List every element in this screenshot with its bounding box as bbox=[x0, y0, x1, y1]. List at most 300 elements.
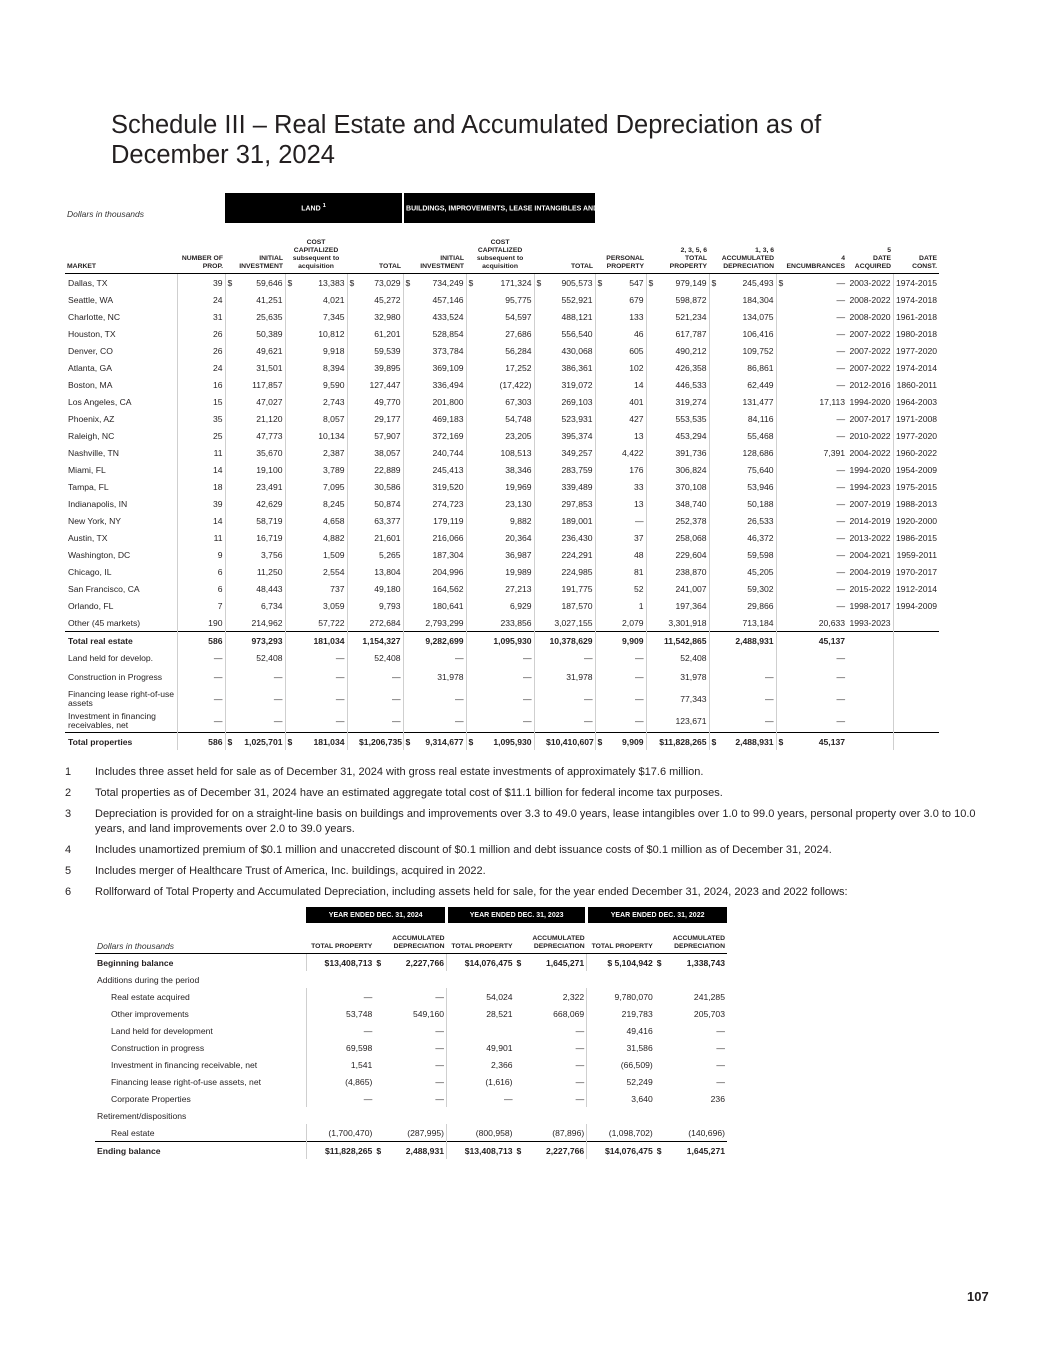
total-properties-row bbox=[65, 733, 1005, 751]
value-cell: (17,422) bbox=[499, 379, 532, 390]
value-cell: — bbox=[764, 693, 774, 704]
roll-total-property: — bbox=[306, 1022, 374, 1039]
value-cell: 240,744 bbox=[432, 447, 464, 458]
value-cell: — bbox=[454, 693, 464, 704]
roll-acc-dep: 1,645,271 bbox=[665, 1142, 727, 1160]
col-land-initial: INITIAL INVESTMENT bbox=[225, 223, 285, 274]
num-prop-cell: 26 bbox=[177, 342, 225, 359]
value-cell: — bbox=[836, 693, 846, 704]
date-const-cell bbox=[893, 710, 939, 733]
value-cell: 30,586 bbox=[374, 481, 401, 492]
num-prop-cell: 7 bbox=[177, 597, 225, 614]
value-cell: 319,520 bbox=[432, 481, 464, 492]
roll-row bbox=[95, 1005, 727, 1022]
value-cell: 35,670 bbox=[256, 447, 283, 458]
dollar-sign: $ bbox=[655, 1142, 665, 1160]
table-row bbox=[65, 580, 1005, 597]
col-date-acquired: 5 DATE ACQUIRED bbox=[847, 223, 893, 274]
roll-col-tp: TOTAL PROPERTY bbox=[587, 923, 655, 954]
value-cell: 86,861 bbox=[747, 362, 774, 373]
roll-label: Retirement/dispositions bbox=[97, 1110, 187, 1121]
table-row bbox=[65, 342, 1005, 359]
value-cell: 3,301,918 bbox=[668, 617, 707, 628]
date-const-cell: 1960-2022 bbox=[893, 444, 939, 461]
market-cell: Indianapolis, IN bbox=[68, 498, 128, 509]
value-cell: 17,113 bbox=[819, 396, 846, 407]
roll-acc-dep: — bbox=[435, 1042, 445, 1053]
roll-acc-dep: — bbox=[575, 1076, 585, 1087]
value-cell: 369,109 bbox=[432, 362, 464, 373]
value-cell: 269,103 bbox=[561, 396, 593, 407]
value-cell: 1,095,930 bbox=[476, 733, 534, 751]
num-prop-cell: 11 bbox=[177, 529, 225, 546]
date-acquired-cell: 2007-2017 bbox=[849, 413, 891, 424]
value-cell: 57,907 bbox=[374, 430, 401, 441]
value-cell: — bbox=[391, 671, 401, 682]
value-cell: 2,743 bbox=[323, 396, 345, 407]
value-cell: 31,978 bbox=[680, 671, 707, 682]
date-acquired-cell bbox=[847, 710, 893, 733]
col-bldg-cost-cap: COST CAPITALIZED subsequent to acquisition bbox=[466, 223, 534, 274]
value-cell: — bbox=[583, 715, 593, 726]
num-prop-cell: 6 bbox=[177, 563, 225, 580]
date-const-cell: 1975-2015 bbox=[893, 478, 939, 495]
date-acquired-cell: 2010-2022 bbox=[849, 430, 891, 441]
date-const-cell: 1970-2017 bbox=[893, 563, 939, 580]
dollar-sign: $ bbox=[374, 1142, 384, 1160]
footnote-text: Total properties as of December 31, 2024 have an estimated aggregate total cost of $11.1 billion for federal income tax purposes. bbox=[95, 787, 723, 799]
value-cell: 50,874 bbox=[374, 498, 401, 509]
date-const-cell: 1980-2018 bbox=[893, 325, 939, 342]
value-cell: 95,775 bbox=[505, 294, 532, 305]
num-prop-cell: 190 bbox=[177, 614, 225, 632]
value-cell: — bbox=[836, 277, 846, 288]
table-row bbox=[65, 495, 1005, 512]
date-acquired-cell bbox=[847, 649, 893, 666]
value-cell: 81 bbox=[633, 566, 644, 577]
roll-total-property: 49,901 bbox=[447, 1039, 515, 1056]
market-cell: Tampa, FL bbox=[68, 481, 109, 492]
dollar-sign: $ bbox=[515, 1142, 525, 1160]
roll-acc-dep: — bbox=[575, 1025, 585, 1036]
roll-section-row bbox=[95, 1107, 727, 1124]
value-cell: — bbox=[583, 652, 593, 663]
value-cell: 29,866 bbox=[747, 600, 774, 611]
value-cell: 187,304 bbox=[432, 549, 464, 560]
dollar-sign: $ bbox=[516, 957, 522, 968]
value-cell: 224,291 bbox=[561, 549, 593, 560]
value-cell: 11,250 bbox=[256, 566, 283, 577]
value-cell: 372,169 bbox=[432, 430, 464, 441]
value-cell: 109,752 bbox=[742, 345, 774, 356]
roll-acc-dep: 668,069 bbox=[553, 1008, 585, 1019]
value-cell: 47,027 bbox=[256, 396, 283, 407]
land-group-header: LAND $^1$ bbox=[225, 193, 403, 223]
market-cell: Boston, MA bbox=[68, 379, 113, 390]
value-cell: 33 bbox=[633, 481, 644, 492]
value-cell: 233,856 bbox=[500, 617, 532, 628]
roll-col-ad: ACCUMULATED DEPRECIATION bbox=[374, 923, 446, 954]
date-const-cell: 1974-2018 bbox=[893, 291, 939, 308]
value-cell: 131,477 bbox=[742, 396, 774, 407]
num-prop-cell: 15 bbox=[177, 393, 225, 410]
schedule-table bbox=[65, 193, 1005, 750]
date-const-cell: 1977-2020 bbox=[893, 427, 939, 444]
dollar-sign: $ bbox=[225, 733, 235, 751]
date-acquired-cell: 1993-2023 bbox=[849, 617, 891, 628]
value-cell: — bbox=[836, 413, 846, 424]
date-const-cell: 1912-2014 bbox=[893, 580, 939, 597]
dollar-sign: $ bbox=[776, 274, 786, 292]
roll-total-property: (1,098,702) bbox=[587, 1124, 655, 1142]
value-cell: 17,252 bbox=[505, 362, 532, 373]
roll-acc-dep: — bbox=[435, 1059, 445, 1070]
roll-label: Financing lease right-of-use assets, net bbox=[111, 1076, 261, 1087]
footnote-number: 6 bbox=[65, 886, 72, 898]
roll-total-property: (1,700,470) bbox=[306, 1124, 374, 1142]
value-cell: 7,391 bbox=[823, 447, 846, 458]
value-cell: — bbox=[836, 294, 846, 305]
value-cell: 42,629 bbox=[256, 498, 283, 509]
value-cell: — bbox=[836, 566, 846, 577]
date-const-cell: 1986-2015 bbox=[893, 529, 939, 546]
value-cell: 58,719 bbox=[256, 515, 283, 526]
num-prop-cell: 31 bbox=[177, 308, 225, 325]
value-cell: 52 bbox=[633, 583, 644, 594]
value-cell: 52,408 bbox=[256, 652, 283, 663]
value-cell: 373,784 bbox=[432, 345, 464, 356]
market-cell: Land held for develop. bbox=[68, 652, 154, 663]
value-cell: — bbox=[836, 345, 846, 356]
market-cell: Chicago, IL bbox=[68, 566, 112, 577]
value-cell: 23,491 bbox=[256, 481, 283, 492]
value-cell: 63,377 bbox=[374, 515, 401, 526]
dollar-sign: $ bbox=[709, 274, 719, 292]
value-cell bbox=[719, 649, 776, 666]
value-cell: 370,108 bbox=[675, 481, 707, 492]
roll-acc-dep: (87,896) bbox=[552, 1127, 585, 1138]
value-cell: 50,188 bbox=[747, 498, 774, 509]
value-cell: 979,149 bbox=[675, 277, 707, 288]
date-acquired-cell: 2008-2022 bbox=[849, 294, 891, 305]
value-cell: 457,146 bbox=[432, 294, 464, 305]
value-cell: — bbox=[634, 652, 644, 663]
roll-col-tp: TOTAL PROPERTY bbox=[447, 923, 515, 954]
roll-total-property: 69,598 bbox=[306, 1039, 374, 1056]
value-cell: 59,646 bbox=[256, 277, 283, 288]
market-cell: Houston, TX bbox=[68, 328, 116, 339]
roll-total-property: $13,408,713 bbox=[306, 954, 374, 972]
market-cell: Construction in Progress bbox=[68, 671, 163, 682]
value-cell: 54,748 bbox=[505, 413, 532, 424]
value-cell: 241,007 bbox=[675, 583, 707, 594]
page-title: Schedule III – Real Estate and Accumulated Depreciation as of December 31, 2024 bbox=[111, 111, 822, 169]
date-const-cell bbox=[893, 632, 939, 650]
roll-label: Land held for development bbox=[111, 1025, 213, 1036]
market-cell: Denver, CO bbox=[68, 345, 113, 356]
date-const-cell: 1988-2013 bbox=[893, 495, 939, 512]
value-cell: 395,374 bbox=[561, 430, 593, 441]
value-cell: — bbox=[335, 715, 345, 726]
value-cell: 2,793,299 bbox=[425, 617, 464, 628]
value-cell: 713,184 bbox=[742, 617, 774, 628]
value-cell: 3,756 bbox=[261, 549, 283, 560]
col-acc-dep: 1, 3, 6 ACCUMULATED DEPRECIATION bbox=[709, 223, 776, 274]
value-cell: 734,249 bbox=[432, 277, 464, 288]
value-cell: 3,027,155 bbox=[554, 617, 593, 628]
value-cell: 1,509 bbox=[323, 549, 345, 560]
footnote-number: 2 bbox=[65, 787, 72, 799]
value-cell: — bbox=[764, 715, 774, 726]
table-row bbox=[65, 461, 1005, 478]
dollar-sign: $ bbox=[285, 733, 295, 751]
value-cell: — bbox=[634, 515, 644, 526]
value-cell: 339,489 bbox=[561, 481, 593, 492]
value-cell: 102 bbox=[629, 362, 644, 373]
value-cell: 13,804 bbox=[374, 566, 401, 577]
market-cell: Total properties bbox=[65, 733, 177, 751]
date-acquired-cell bbox=[847, 733, 893, 751]
value-cell: — bbox=[836, 498, 846, 509]
roll-total-property: (4,865) bbox=[306, 1073, 374, 1090]
value-cell: 48,443 bbox=[256, 583, 283, 594]
dollar-sign: $ bbox=[595, 274, 605, 292]
roll-year-2024: YEAR ENDED DEC. 31, 2024 bbox=[306, 907, 446, 923]
value-cell: 19,969 bbox=[505, 481, 532, 492]
value-cell: 187,570 bbox=[561, 600, 593, 611]
col-date-const: DATE CONST. bbox=[893, 223, 939, 274]
date-acquired-cell: 2004-2021 bbox=[849, 549, 891, 560]
value-cell: — bbox=[522, 693, 532, 704]
footnote bbox=[65, 786, 995, 801]
value-cell: 50,389 bbox=[256, 328, 283, 339]
value-cell: 23,205 bbox=[505, 430, 532, 441]
num-prop-cell: — bbox=[177, 688, 225, 710]
roll-acc-dep: — bbox=[575, 1059, 585, 1070]
value-cell: 2,387 bbox=[323, 447, 345, 458]
value-cell: 32,980 bbox=[374, 311, 401, 322]
value-cell: 21,120 bbox=[256, 413, 283, 424]
value-cell: — bbox=[836, 671, 846, 682]
roll-total-property: 219,783 bbox=[587, 1005, 655, 1022]
value-cell: 2,554 bbox=[323, 566, 345, 577]
num-prop-cell: 25 bbox=[177, 427, 225, 444]
roll-acc-dep: (287,995) bbox=[407, 1127, 445, 1138]
roll-total-property: 31,586 bbox=[587, 1039, 655, 1056]
value-cell: 36,987 bbox=[505, 549, 532, 560]
value-cell: — bbox=[391, 693, 401, 704]
value-cell: 84,116 bbox=[747, 413, 774, 424]
date-const-cell: 1974-2015 bbox=[893, 274, 939, 292]
value-cell: 3,059 bbox=[323, 600, 345, 611]
footnote-number: 4 bbox=[65, 844, 72, 856]
value-cell: 2,488,931 bbox=[719, 632, 776, 650]
roll-total-property: — bbox=[447, 1090, 515, 1107]
col-bldg-total: TOTAL bbox=[534, 223, 595, 274]
roll-label: Other improvements bbox=[111, 1008, 189, 1019]
roll-total-property: $14,076,475 bbox=[587, 1142, 655, 1160]
value-cell: 430,068 bbox=[561, 345, 593, 356]
num-prop-cell: 24 bbox=[177, 359, 225, 376]
roll-total-property: (66,509) bbox=[587, 1056, 655, 1073]
roll-total-property: $14,076,475 bbox=[447, 954, 515, 972]
value-cell: 181,034 bbox=[295, 632, 347, 650]
roll-total-property bbox=[447, 1022, 515, 1039]
date-const-cell: 1971-2008 bbox=[893, 410, 939, 427]
value-cell: — bbox=[335, 652, 345, 663]
value-cell: 224,985 bbox=[561, 566, 593, 577]
value-cell: 229,604 bbox=[675, 549, 707, 560]
date-acquired-cell: 2014-2019 bbox=[849, 515, 891, 526]
value-cell: 20,364 bbox=[505, 532, 532, 543]
value-cell: 272,684 bbox=[369, 617, 401, 628]
value-cell: 55,468 bbox=[747, 430, 774, 441]
dollar-sign: $ bbox=[595, 733, 605, 751]
date-const-cell: 1860-2011 bbox=[893, 376, 939, 393]
dollar-sign: $ bbox=[646, 274, 656, 292]
value-cell: 238,870 bbox=[675, 566, 707, 577]
value-cell: 605 bbox=[629, 345, 644, 356]
table-row bbox=[65, 478, 1005, 495]
value-cell: 52,408 bbox=[680, 652, 707, 663]
col-personal-property: PERSONAL PROPERTY bbox=[595, 223, 646, 274]
value-cell: 31,978 bbox=[566, 671, 593, 682]
value-cell: 252,378 bbox=[675, 515, 707, 526]
value-cell: — bbox=[391, 715, 401, 726]
market-cell: Raleigh, NC bbox=[68, 430, 115, 441]
date-const-cell bbox=[893, 649, 939, 666]
roll-col-ad: ACCUMULATED DEPRECIATION bbox=[655, 923, 727, 954]
dollar-sign: $ bbox=[225, 274, 235, 292]
market-cell: Seattle, WA bbox=[68, 294, 114, 305]
value-cell: — bbox=[583, 693, 593, 704]
value-cell: — bbox=[836, 430, 846, 441]
value-cell: 4,658 bbox=[323, 515, 345, 526]
dollar-sign: $ bbox=[347, 274, 357, 292]
value-cell: 905,573 bbox=[561, 277, 593, 288]
value-cell: 171,324 bbox=[500, 277, 532, 288]
value-cell: 37 bbox=[633, 532, 644, 543]
value-cell: — bbox=[335, 671, 345, 682]
value-cell: — bbox=[836, 532, 846, 543]
value-cell: — bbox=[273, 693, 283, 704]
value-cell: 446,533 bbox=[675, 379, 707, 390]
roll-total-property: 9,780,070 bbox=[587, 988, 655, 1005]
value-cell: 5,265 bbox=[379, 549, 401, 560]
value-cell: — bbox=[522, 652, 532, 663]
value-cell: — bbox=[634, 715, 644, 726]
table-row bbox=[65, 325, 1005, 342]
value-cell: 62,449 bbox=[747, 379, 774, 390]
value-cell: 7,095 bbox=[323, 481, 345, 492]
num-prop-cell: 586 bbox=[177, 733, 225, 751]
date-acquired-cell: 1994-2023 bbox=[849, 481, 891, 492]
roll-label: Investment in financing receivable, net bbox=[111, 1059, 258, 1070]
roll-row bbox=[95, 1124, 727, 1142]
value-cell: 453,294 bbox=[675, 430, 707, 441]
value-cell: 426,358 bbox=[675, 362, 707, 373]
value-cell: 191,775 bbox=[561, 583, 593, 594]
table-row bbox=[65, 546, 1005, 563]
roll-label: Additions during the period bbox=[97, 974, 200, 985]
value-cell: 598,872 bbox=[675, 294, 707, 305]
roll-total-property: $13,408,713 bbox=[447, 1142, 515, 1160]
table-row bbox=[65, 410, 1005, 427]
value-cell: 27,686 bbox=[505, 328, 532, 339]
value-cell: 737 bbox=[330, 583, 345, 594]
col-total-property: 2, 3, 5, 6 TOTAL PROPERTY bbox=[646, 223, 709, 274]
value-cell: 134,075 bbox=[742, 311, 774, 322]
col-encumbrances: 4 ENCUMBRANCES bbox=[776, 223, 847, 274]
col-market: MARKET bbox=[65, 223, 177, 274]
date-acquired-cell: 2007-2019 bbox=[849, 498, 891, 509]
value-cell: 9,918 bbox=[323, 345, 345, 356]
value-cell: 348,740 bbox=[675, 498, 707, 509]
roll-acc-dep: 2,488,931 bbox=[385, 1142, 447, 1160]
value-cell: 391,736 bbox=[675, 447, 707, 458]
footnotes bbox=[65, 765, 995, 906]
roll-label: Real estate bbox=[111, 1127, 155, 1138]
date-acquired-cell: 2003-2022 bbox=[849, 277, 891, 288]
value-cell: 4,882 bbox=[323, 532, 345, 543]
value-cell: 49,621 bbox=[256, 345, 283, 356]
date-acquired-cell: 2012-2016 bbox=[849, 379, 891, 390]
value-cell: — bbox=[836, 652, 846, 663]
roll-year-2022: YEAR ENDED DEC. 31, 2022 bbox=[587, 907, 727, 923]
date-acquired-cell: 2004-2022 bbox=[849, 447, 891, 458]
value-cell: 27,213 bbox=[505, 583, 532, 594]
footnote-text: Depreciation is provided for on a straight-line basis on buildings and improvements over 3.3 to 49.0 years, lease intangibles over 1.0 to 99.0 years, personal property over 3.0 to 10.0 years, and land improvements over 2.0 to 39.0 years. bbox=[95, 808, 976, 835]
dollar-sign: $ bbox=[776, 733, 786, 751]
footnote-text: Includes three asset held for sale as of December 31, 2024 with gross real estate investments of approximately $17.6 million. bbox=[95, 766, 704, 778]
units-label: Dollars in thousands bbox=[67, 209, 145, 219]
value-cell: 1,095,930 bbox=[476, 632, 534, 650]
roll-acc-dep: 236 bbox=[710, 1093, 725, 1104]
roll-acc-dep: 2,322 bbox=[562, 991, 585, 1002]
market-cell: Charlotte, NC bbox=[68, 311, 121, 322]
value-cell: 236,430 bbox=[561, 532, 593, 543]
roll-total-property: — bbox=[306, 1090, 374, 1107]
value-cell: 25,635 bbox=[256, 311, 283, 322]
market-cell: Phoenix, AZ bbox=[68, 413, 115, 424]
table-row bbox=[65, 563, 1005, 580]
roll-acc-dep: — bbox=[575, 1042, 585, 1053]
roll-acc-dep: — bbox=[575, 1093, 585, 1104]
date-const-cell bbox=[893, 688, 939, 710]
table-row bbox=[65, 274, 1005, 292]
date-const-cell bbox=[893, 614, 939, 632]
num-prop-cell: 586 bbox=[177, 632, 225, 650]
value-cell: 13,383 bbox=[318, 277, 345, 288]
value-cell: 59,302 bbox=[747, 583, 774, 594]
value-cell: 108,513 bbox=[500, 447, 532, 458]
value-cell: 45,272 bbox=[374, 294, 401, 305]
value-cell: 189,001 bbox=[561, 515, 593, 526]
value-cell: — bbox=[836, 600, 846, 611]
footnote-number: 3 bbox=[65, 808, 72, 820]
roll-acc-dep: — bbox=[716, 1042, 725, 1053]
roll-total-property: 2,366 bbox=[447, 1056, 515, 1073]
roll-col-tp: TOTAL PROPERTY bbox=[306, 923, 374, 954]
num-prop-cell: 18 bbox=[177, 478, 225, 495]
value-cell: 39,895 bbox=[374, 362, 401, 373]
roll-col-ad: ACCUMULATED DEPRECIATION bbox=[515, 923, 587, 954]
value-cell: 22,889 bbox=[374, 464, 401, 475]
date-const-cell bbox=[893, 733, 939, 751]
num-prop-cell: — bbox=[177, 710, 225, 733]
value-cell: 31,978 bbox=[437, 671, 464, 682]
value-cell: — bbox=[836, 515, 846, 526]
